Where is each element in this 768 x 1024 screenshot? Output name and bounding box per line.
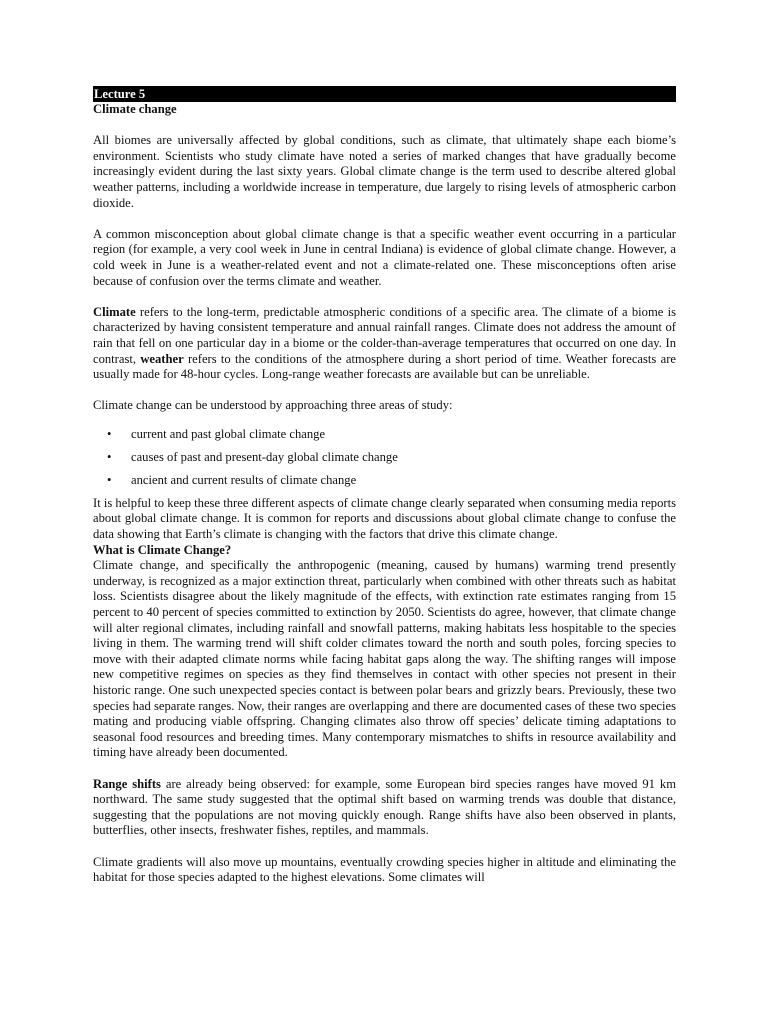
paragraph-climate-gradients: Climate gradients will also move up mountains, eventually crowding species higher in altitude and eliminating the habitat for those species adapted to the highest elevations. Some climates will [93,854,676,885]
paragraph-three-aspects: It is helpful to keep these three different aspects of climate change clearly separated when consuming media reports about global climate change. It is common for reports and discussions about global climate change to confuse the data showing that Earth’s climate is changing with the factors that drive this climate change. [93,495,676,542]
term-weather: weather [140,351,184,366]
paragraph-areas-of-study: Climate change can be understood by approaching three areas of study: [93,398,453,413]
list-item-text: causes of past and present-day global climate change [131,449,398,464]
list-item-text: ancient and current results of climate change [131,472,357,487]
list-item [93,427,676,450]
list-item [93,473,676,496]
bullet-icon: • [107,472,112,487]
bullet-icon: • [107,426,112,441]
areas-of-study-list [93,427,676,496]
section-heading: What is Climate Change? [93,542,232,557]
term-range-shifts: Range shifts [93,776,161,791]
paragraph-biomes: All biomes are universally affected by global conditions, such as climate, that ultimately shape each biome’s environment. Scientists who study climate have noted a series of marked changes that have gradually become increasingly evident during the last sixty years. Global climate change is the term used to describe altered global weather patterns, including a worldwide increase in temperature, due largely to rising levels of atmospheric carbon dioxide. [93,133,676,210]
paragraph-misconception: A common misconception about global climate change is that a specific weather event occurring in a particular region (for example, a very cool week in June in central Indiana) is evidence of global climate change. However, a cold week in June is a weather-related event and not a climate-related one. These misconceptions often arise because of confusion over the terms climate and weather. [93,226,676,288]
document-page [93,86,676,886]
climate-definition-text-2: refers to the conditions of the atmosphere during a short period of time. Weather forecasts are usually made for 48-hour cycles. Long-range weather forecasts are available but can be unreliable. [93,351,676,382]
paragraph-climate-definition [93,305,676,383]
list-item-text: current and past global climate change [131,426,326,441]
paragraph-extinction-threat: Climate change, and specifically the anthropogenic (meaning, caused by humans) warming trend presently underway, is recognized as a major extinction threat, particularly when combined with other threats such as habitat loss. Scientists disagree about the likely magnitude of the effects, with extinction rate estimates ranging from 15 percent to 40 percent of species committed to extinction by 2050. Scientists do agree, however, that climate change will alter regional climates, including rainfall and snowfall patterns, making habitats less hospitable to the species living in them. The warming trend will shift colder climates toward the north and south poles, forcing species to move with their adapted climate norms while facing habitat gaps along the way. The shifting ranges will impose new competitive regimes on species as they find themselves in contact with other species not present in their historic range. One such unexpected species contact is between polar bears and grizzly bears. Previously, these two species had separate ranges. Now, their ranges are overlapping and there are documented cases of these two species mating and producing viable offspring. Changing climates also throw off species’ delicate timing adaptations to seasonal food resources and breeding times. Many contemporary mismatches to shifts in resource availability and timing have already been documented. [93,558,676,760]
range-shifts-text: are already being observed: for example, some European bird species ranges have moved 91 km northward. The same study suggested that the optimal shift based on warming trends was double that distance, suggesting that the populations are not moving quickly enough. Range shifts have also been observed in plants, butterflies, other insects, freshwater fishes, reptiles, and mammals. [93,776,676,838]
climate-definition-text-1: refers to the long-term, predictable atmospheric conditions of a specific area. The climate of a biome is characterized by having consistent temperature and annual rainfall ranges. Climate does not address the amount of rain that fell on one particular day in a biome or the colder-than-average temperatures that occurred on one day. In contrast, [93,304,676,366]
page-title: Climate change [93,102,177,116]
bullet-icon: • [107,449,112,464]
list-item [93,450,676,473]
lecture-label: Lecture 5 [93,86,676,102]
paragraph-range-shifts [93,777,676,839]
term-climate: Climate [93,304,136,319]
